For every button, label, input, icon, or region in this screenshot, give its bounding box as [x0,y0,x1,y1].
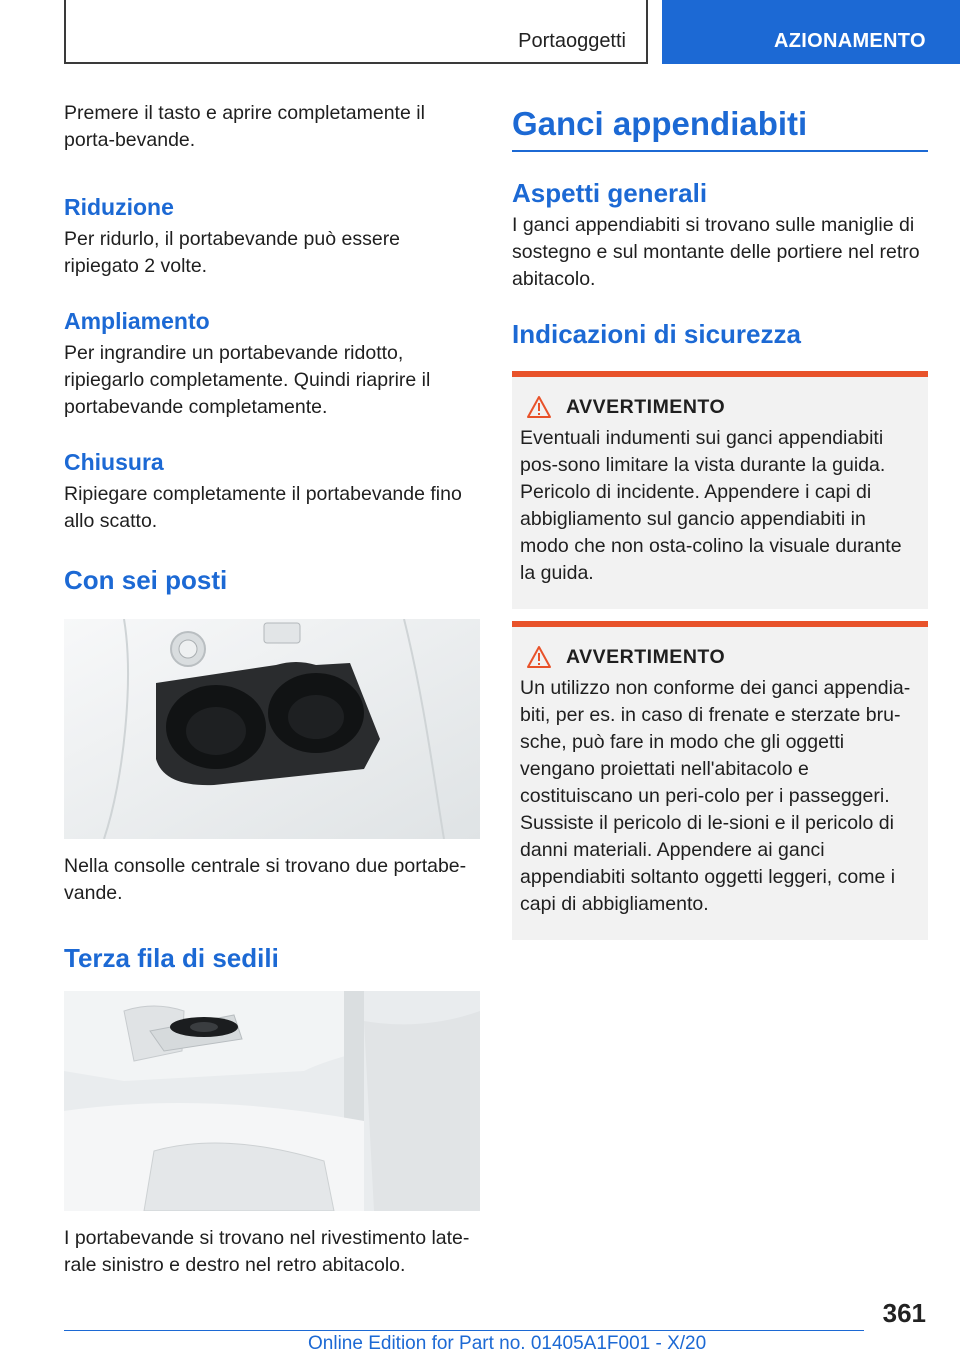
header-chapter-title: AZIONAMENTO [774,30,926,52]
warning-triangle-icon [526,395,552,419]
third-row-cupholder-image [64,991,480,1211]
warning-title: AVVERTIMENTO [566,645,726,668]
sei-posti-heading: Con sei posti [64,565,228,595]
warning-title: AVVERTIMENTO [566,395,726,418]
chiusura-heading: Chiusura [64,449,164,475]
terza-fila-heading: Terza fila di sedili [64,943,279,973]
ampliamento-paragraph: Per ingrandire un portabevande ridotto, ripiegarlo completamente. Quindi riaprire il portabevande completamente. [64,342,431,418]
aspetti-generali-paragraph: I ganci appendiabiti si trovano sulle maniglie di sostegno e sul montante delle portiere nel retro abitacolo. [512,214,920,290]
warning-box [512,621,928,940]
right-column [512,100,928,940]
header-section-title: Portaoggetti [518,30,626,52]
header-chapter-tab [662,0,960,64]
left-column [64,100,480,1279]
warning-text: Eventuali indumenti sui ganci appendiabiti pos-sono limitare la vista durante la guida. Pericolo di incidente. Appendere i capi di abbigliamento sul gancio appendiabiti in modo che non osta-colino la visuale durante la guida. [520,427,902,584]
terza-fila-caption: I portabevande si trovano nel rivestimento late-rale sinistro e destro nel retro abitacolo. [64,1227,470,1276]
riduzione-paragraph: Per ridurlo, il portabevande può essere ripiegato 2 volte. [64,228,401,277]
aspetti-generali-heading: Aspetti generali [512,178,708,208]
intro-paragraph: Premere il tasto e aprire completamente il porta-bevande. [64,102,425,151]
header-section-box [64,0,648,64]
sicurezza-heading: Indicazioni di sicurezza [512,319,801,349]
sei-posti-caption: Nella consolle centrale si trovano due portabe-vande. [64,855,467,904]
ampliamento-heading: Ampliamento [64,308,210,334]
riduzione-heading: Riduzione [64,194,174,220]
heading-rule [512,150,928,152]
warning-text: Un utilizzo non conforme dei ganci appendia-biti, per es. in caso di frenate e sterzate bru-sche, può fare in modo che gli oggetti vengano proiettati nell'abitacolo e costituiscano un peri-colo per i passeggeri. Sussiste il pericolo di le-sioni e il pericolo di danni materiali. Appendere ai ganci appendiabiti soltanto oggetti leggeri, come i capi di abbigliamento. [520,677,911,915]
ganci-main-heading: Ganci appendiabiti [512,105,808,142]
warning-triangle-icon [526,645,552,669]
footer-edition-link[interactable]: Online Edition for Part no. 01405A1F001 - X/20 [308,1333,707,1354]
chiusura-paragraph: Ripiegare completamente il portabevande fino allo scatto. [64,483,462,532]
page-number: 361 [882,1298,926,1328]
warning-box [512,371,928,609]
footer-rule [64,1330,864,1331]
cupholder-console-image [64,619,480,839]
